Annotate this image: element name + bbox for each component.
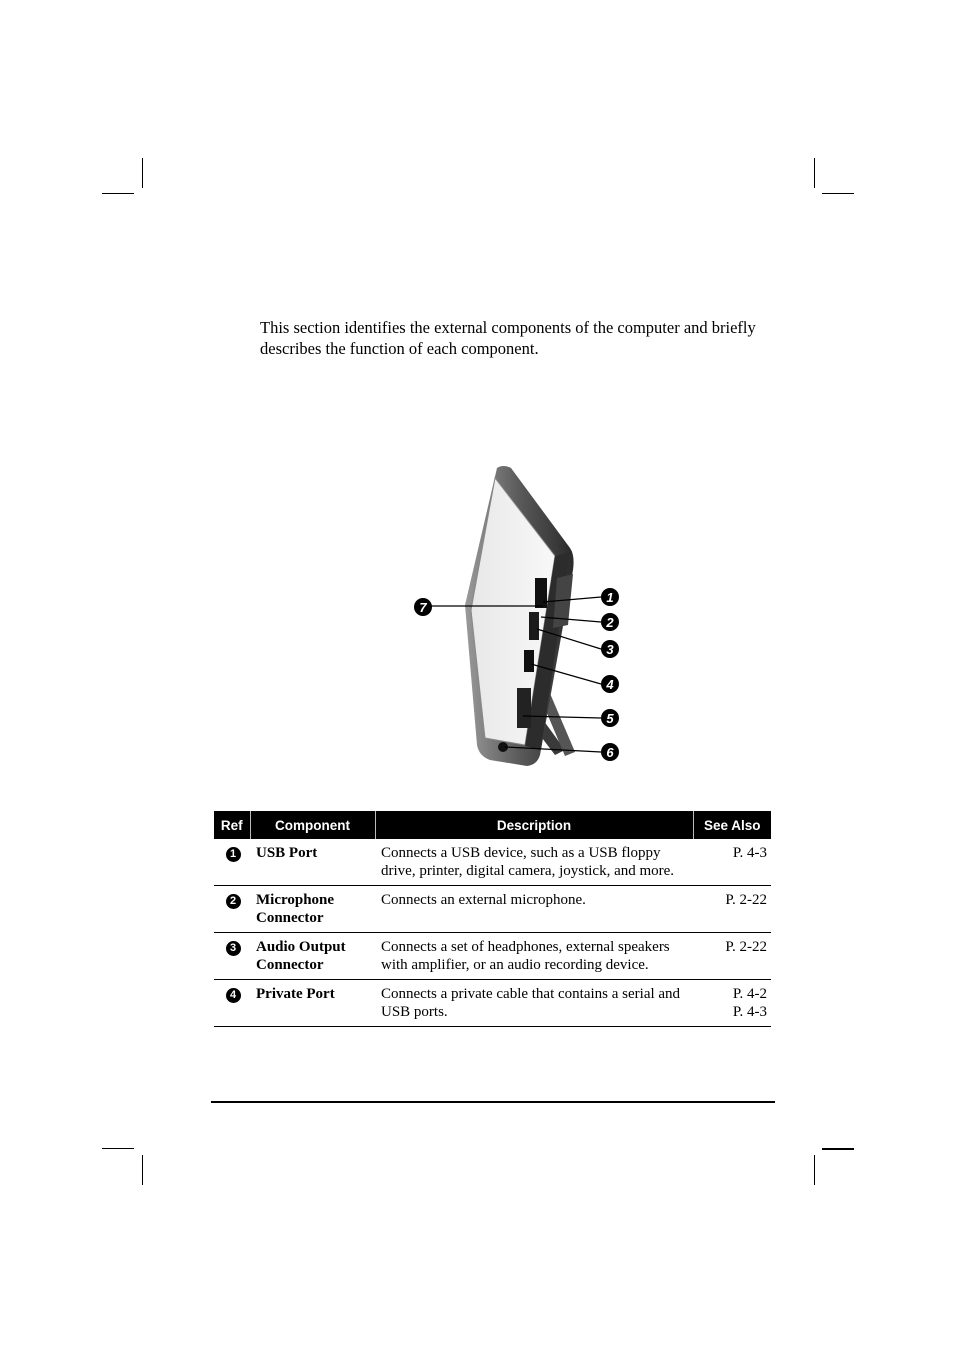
header-ref: Ref	[214, 811, 250, 839]
callout-6-label: 6	[606, 745, 614, 760]
callout-3	[601, 640, 619, 658]
components-table	[214, 811, 771, 1027]
component-description: Connects an external microphone.	[375, 886, 693, 933]
table-row	[214, 886, 771, 933]
table-header-row	[214, 811, 771, 839]
callout-7-label: 7	[419, 600, 427, 615]
see-also-ref: P. 2-22	[725, 939, 767, 955]
callout-2-label: 2	[606, 615, 614, 630]
crop-mark	[822, 193, 854, 194]
intro-paragraph: This section identifies the external components of the computer and briefly describes the function of each component.	[260, 318, 756, 358]
component-description: Connects a USB device, such as a USB floppy drive, printer, digital camera, joystick, and more.	[375, 839, 693, 886]
table-row	[214, 980, 771, 1027]
callout-7	[414, 598, 432, 616]
component-name: Private Port	[250, 980, 375, 1027]
component-description: Connects a private cable that contains a serial and USB ports.	[375, 980, 693, 1027]
crop-mark	[814, 158, 815, 188]
component-name: Microphone Connector	[250, 886, 375, 933]
crop-mark	[822, 1148, 854, 1150]
callout-4	[601, 675, 619, 693]
crop-mark	[814, 1155, 815, 1185]
see-also-ref: P. 4-2	[732, 986, 767, 1002]
footer-rule	[211, 1101, 775, 1103]
callout-1-label: 1	[606, 590, 614, 605]
crop-mark	[102, 193, 134, 194]
table-row	[214, 933, 771, 980]
see-also-ref: P. 4-3	[732, 1004, 767, 1020]
device-side-view-figure	[405, 460, 635, 780]
component-name: Audio Output Connector	[250, 933, 375, 980]
crop-mark	[102, 1148, 134, 1149]
header-description: Description	[375, 811, 693, 839]
callout-2	[601, 613, 619, 631]
callout-1	[601, 588, 619, 606]
header-component: Component	[250, 811, 375, 839]
component-description: Connects a set of headphones, external speakers with amplifier, or an audio recording device.	[375, 933, 693, 980]
ref-badge: 3	[226, 941, 241, 956]
header-see-also: See Also	[693, 811, 771, 839]
ref-badge: 1	[226, 847, 241, 862]
see-also-ref: P. 2-22	[725, 892, 767, 908]
crop-mark	[142, 1155, 143, 1185]
table-row	[214, 839, 771, 886]
callout-5-label: 5	[606, 711, 614, 726]
crop-mark	[142, 158, 143, 188]
callout-4-label: 4	[606, 677, 614, 692]
component-name: USB Port	[250, 839, 375, 886]
callout-6	[601, 743, 619, 761]
ref-badge: 2	[226, 894, 241, 909]
callout-3-label: 3	[606, 642, 614, 657]
callout-5	[601, 709, 619, 727]
see-also-ref: P. 4-3	[732, 845, 767, 861]
ref-badge: 4	[226, 988, 241, 1003]
